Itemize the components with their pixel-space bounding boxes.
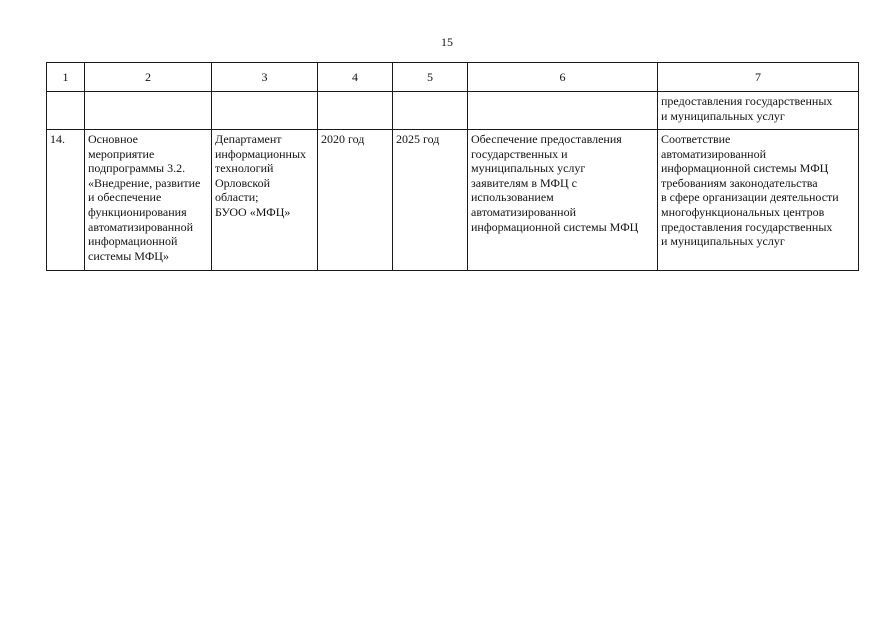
page-number: 15 (441, 35, 453, 49)
cell-indicator-link: предоставления государственных и муниципальных услуг (658, 92, 859, 130)
cell-indicator-link: Соответствие автоматизированной информационной системы МФЦ требованиям законодательства в сфере организации деятельности многофункциональных центров предоставления государственных и муниципальных услуг (658, 130, 859, 271)
cell-executor (212, 92, 318, 130)
column-header-6: 6 (468, 63, 658, 92)
column-number-header-row (47, 63, 859, 92)
column-header-7: 7 (658, 63, 859, 92)
column-header-3: 3 (212, 63, 318, 92)
cell-expected-result: Обеспечение предоставления государственных и муниципальных услуг заявителям в МФЦ с использованием автоматизированной информационной системы МФЦ (468, 130, 658, 271)
cell-executor: Департамент информационных технологий Орловской области; БУОО «МФЦ» (212, 130, 318, 271)
column-header-5: 5 (393, 63, 468, 92)
cell-activity-name (85, 92, 212, 130)
cell-end-year: 2025 год (393, 130, 468, 271)
column-header-2: 2 (85, 63, 212, 92)
cell-activity-name: Основное мероприятие подпрограммы 3.2. «Внедрение, развитие и обеспечение функционирования автоматизированной информационной системы МФЦ» (85, 130, 212, 271)
cell-end-year (393, 92, 468, 130)
cell-number (47, 92, 85, 130)
cell-number: 14. (47, 130, 85, 271)
column-header-1: 1 (47, 63, 85, 92)
table-row-continuation (47, 92, 859, 130)
cell-start-year: 2020 год (318, 130, 393, 271)
column-header-4: 4 (318, 63, 393, 92)
cell-start-year (318, 92, 393, 130)
program-activities-table (46, 62, 859, 271)
cell-expected-result (468, 92, 658, 130)
table-row-14 (47, 130, 859, 271)
